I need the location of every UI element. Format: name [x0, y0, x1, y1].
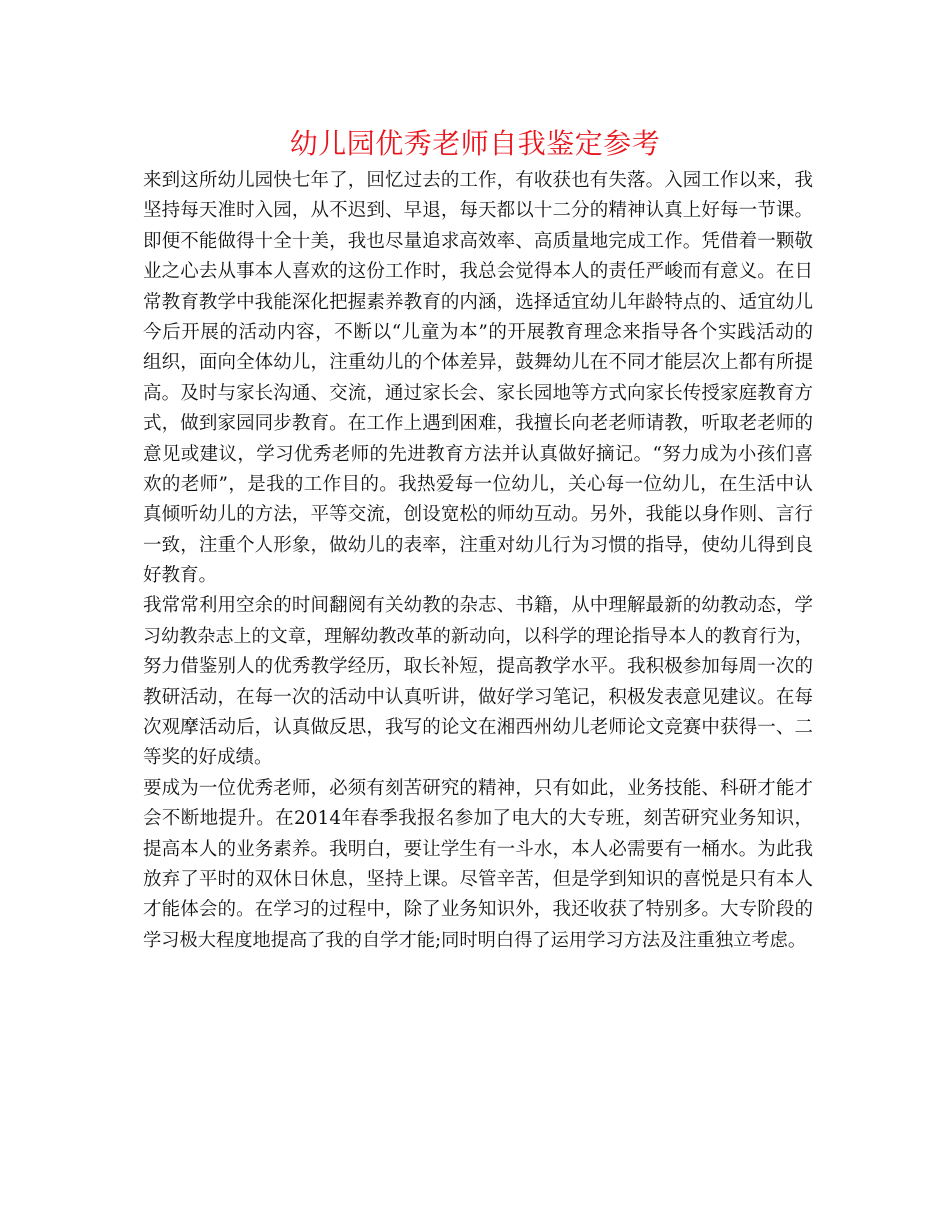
text-line: 次观摩活动后，认真做反思，我写的论文在湘西州幼儿老师论文竞赛中获得一、二 — [143, 717, 813, 739]
text-line: 要成为一位优秀老师，必须有刻苦研究的精神，只有如此，业务技能、科研才能才 — [143, 777, 813, 799]
paragraph — [143, 774, 813, 956]
text-line: 等奖的好成绩。 — [143, 747, 273, 769]
text-line: 组织，面向全体幼儿，注重幼儿的个体差异，鼓舞幼儿在不同才能层次上都有所提 — [143, 352, 813, 374]
text-line: 高。及时与家长沟通、交流，通过家长会、家长园地等方式向家长传授家庭教育方 — [143, 382, 813, 404]
text-line: 真倾听幼儿的方法，平等交流，创设宽松的师幼互动。另外，我能以身作则、言行 — [143, 504, 813, 526]
text-line: 努力借鉴别人的优秀教学经历，取长补短，提高教学水平。我积极参加每周一次的 — [143, 656, 813, 678]
text-line: 我常常利用空余的时间翻阅有关幼教的杂志、书籍，从中理解最新的幼教动态，学 — [143, 595, 813, 617]
text-line: 今后开展的活动内容，不断以“儿童为本”的开展教育理念来指导各个实践活动的 — [143, 321, 813, 343]
text-line: 业之心去从事本人喜欢的这份工作时，我总会觉得本人的责任严峻而有意义。在日 — [143, 261, 813, 283]
text-line: 好教育。 — [143, 565, 218, 587]
document-title: 幼儿园优秀老师自我鉴定参考 — [289, 127, 661, 160]
text-line: 即便不能做得十全十美，我也尽量追求高效率、高质量地完成工作。凭借着一颗敬 — [143, 230, 813, 252]
text-line: 习幼教杂志上的文章，理解幼教改革的新动向，以科学的理论指导本人的教育行为， — [143, 625, 813, 647]
text-line: 放弃了平时的双休日休息，坚持上课。尽管辛苦，但是学到知识的喜悦是只有本人 — [143, 868, 813, 890]
text-line: 会不断地提升。在2014年春季我报名参加了电大的大专班，刻苦研究业务知识， — [143, 808, 813, 830]
document-body — [143, 166, 813, 956]
text-line: 坚持每天准时入园，从不迟到、早退，每天都以十二分的精神认真上好每一节课。 — [143, 200, 813, 222]
text-line: 教研活动，在每一次的活动中认真听讲，做好学习笔记，积极发表意见建议。在每 — [143, 686, 813, 708]
text-line: 学习极大程度地提高了我的自学才能;同时明白得了运用学习方法及注重独立考虑。 — [143, 929, 807, 951]
text-line: 常教育教学中我能深化把握素养教育的内涵，选择适宜幼儿年龄特点的、适宜幼儿 — [143, 291, 813, 313]
text-line: 意见或建议，学习优秀老师的先进教育方法并认真做好摘记。“努力成为小孩们喜 — [143, 443, 813, 465]
text-line: 欢的老师”，是我的工作目的。我热爱每一位幼儿，关心每一位幼儿，在生活中认 — [143, 473, 813, 495]
text-line: 来到这所幼儿园快七年了，回忆过去的工作，有收获也有失落。入园工作以来，我 — [143, 170, 813, 191]
paragraph — [143, 166, 813, 591]
paragraph — [143, 591, 813, 773]
text-line: 式，做到家园同步教育。在工作上遇到困难，我擅长向老老师请教，听取老老师的 — [143, 413, 813, 435]
text-line: 才能体会的。在学习的过程中，除了业务知识外，我还收获了特别多。大专阶段的 — [143, 899, 813, 921]
text-line: 一致，注重个人形象，做幼儿的表率，注重对幼儿行为习惯的指导，使幼儿得到良 — [143, 534, 813, 556]
text-line: 提高本人的业务素养。我明白，要让学生有一斗水，本人必需要有一桶水。为此我 — [143, 838, 813, 860]
